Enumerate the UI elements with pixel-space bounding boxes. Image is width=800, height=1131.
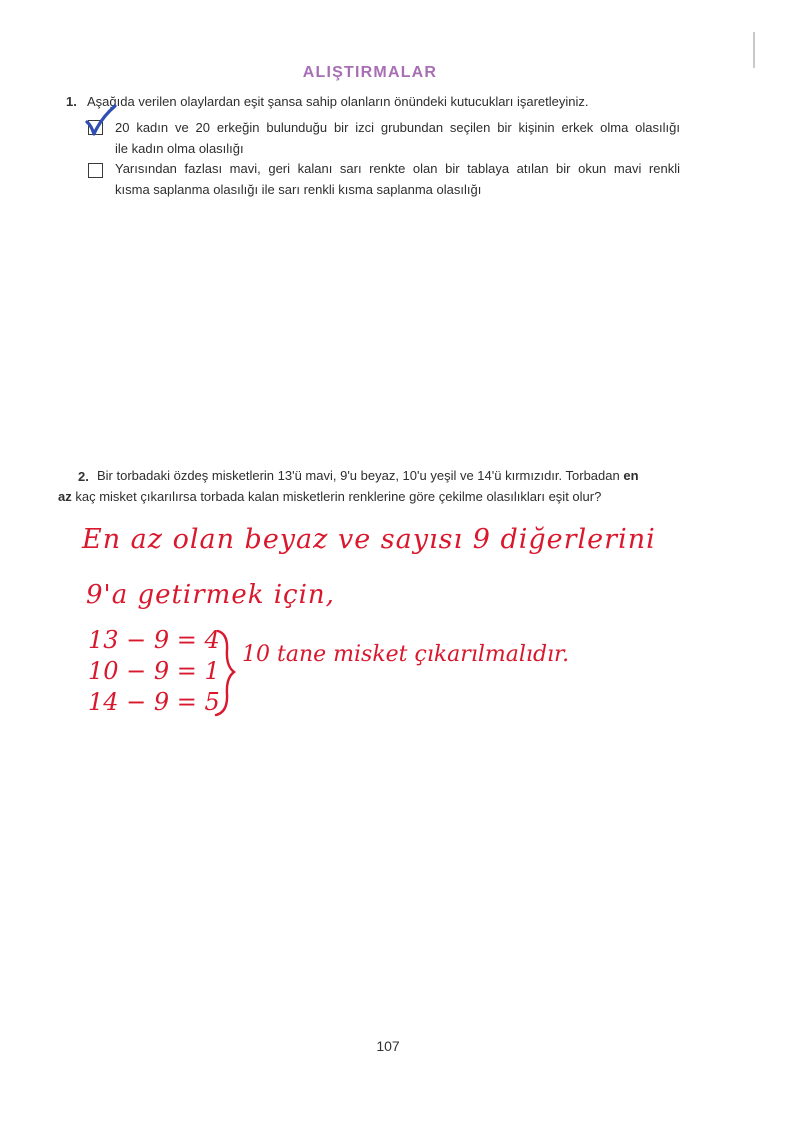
option-2-line-2: kısma saplanma olasılığı ile sarı renkli kısma saplanma olasılığı [115, 182, 482, 197]
question-2-emphasis-en: en [623, 468, 639, 483]
question-2-line-1 [97, 466, 639, 486]
section-title: ALIŞTIRMALAR [302, 64, 438, 81]
page-number: 107 [376, 1038, 400, 1054]
question-2-number: 2. [78, 469, 89, 484]
handwritten-conclusion: 10 tane misket çıkarılmalıdır. [242, 642, 570, 667]
question-2-line-2 [58, 487, 601, 507]
handwritten-check-icon [84, 104, 118, 138]
option-1-line-1: 20 kadın ve 20 erkeğin bulunduğu bir izci grubundan seçilen bir kişinin erkek olma olasılığı [115, 120, 680, 135]
handwritten-brace-icon [212, 628, 238, 718]
page-edge-mark [753, 32, 755, 68]
handwritten-answer-line-2: 9'a getirmek için, [86, 580, 335, 610]
question-1-prompt: Aşağıda verilen olaylardan eşit şansa sahip olanların önündeki kutucukları işaretleyiniz. [87, 94, 589, 109]
handwritten-equation-2: 10 − 9 = 1 [88, 657, 220, 685]
option-2-line-1: Yarısından fazlası mavi, geri kalanı sarı renkte olan bir tablaya atılan bir okun mavi renkli [115, 161, 680, 176]
question-2-line-2-text: kaç misket çıkarılırsa torbada kalan misketlerin renklerine göre çekilme olasılıkları eşit olur? [71, 489, 602, 504]
option-2-checkbox[interactable] [88, 163, 103, 178]
question-2-line-1-text: Bir torbadaki özdeş misketlerin 13'ü mavi, 9'u beyaz, 10'u yeşil ve 14'ü kırmızıdır. Torbadan [97, 468, 624, 483]
question-1-number: 1. [66, 94, 77, 109]
question-2-emphasis-az: az [58, 489, 72, 504]
handwritten-equation-3: 14 − 9 = 5 [88, 688, 220, 716]
handwritten-equation-1: 13 − 9 = 4 [88, 626, 220, 654]
option-1-line-2: ile kadın olma olasılığı [115, 141, 244, 156]
handwritten-answer-line-1: En az olan beyaz ve sayısı 9 diğerlerini [82, 524, 656, 555]
